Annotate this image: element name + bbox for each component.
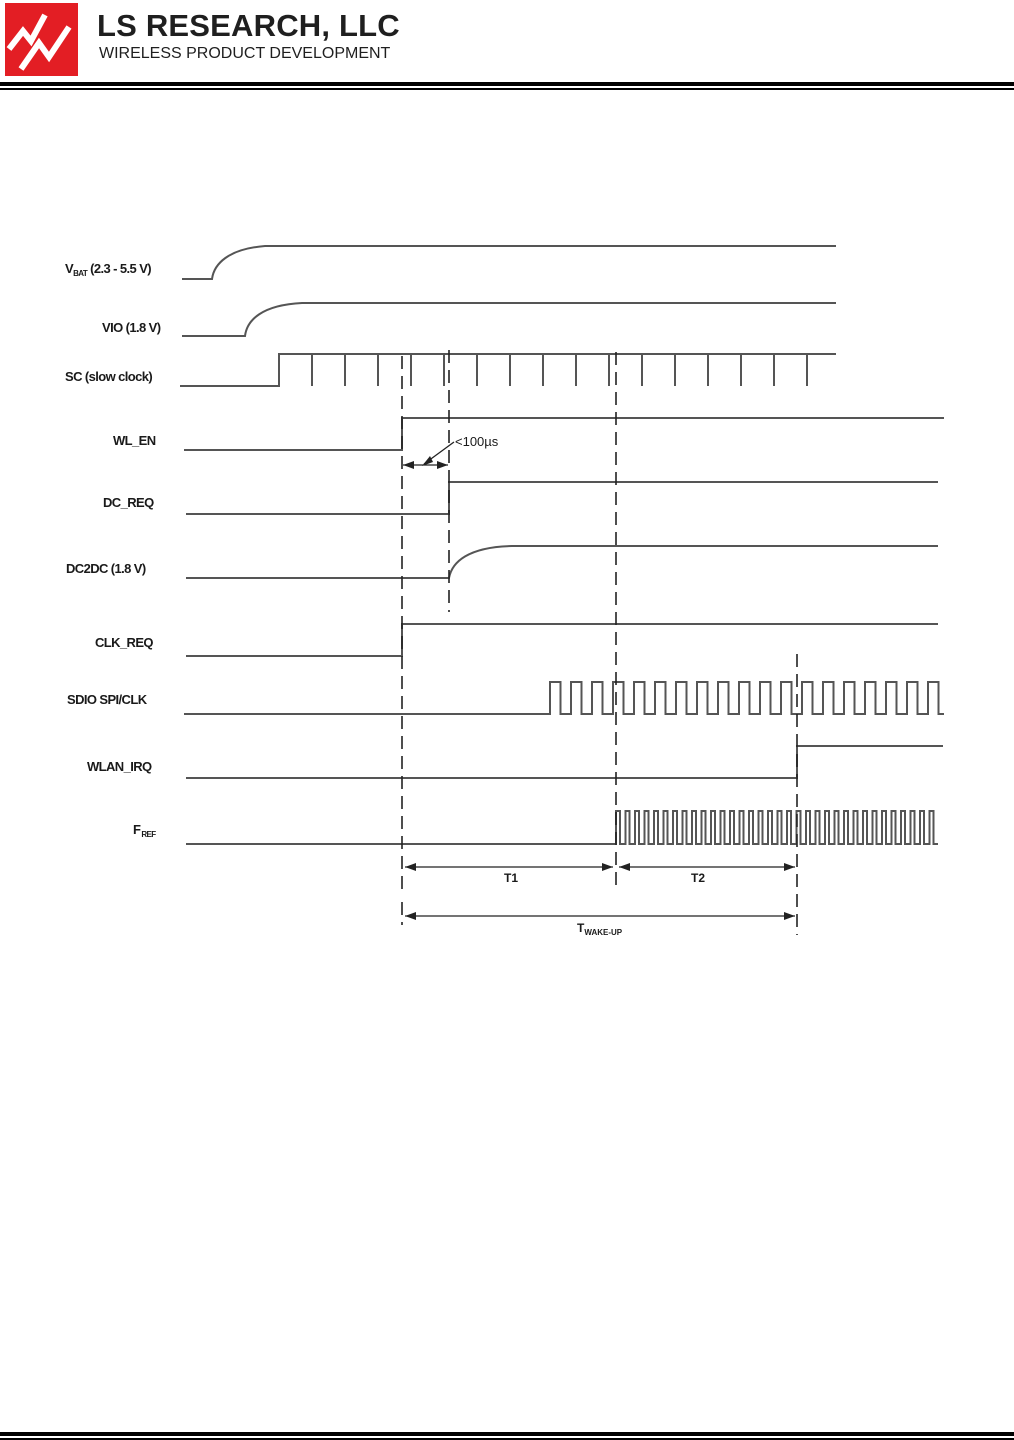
t2-label: T2 [691,871,706,885]
signal-label-sc: SC (slow clock) [65,369,153,384]
signal-label-wlan-irq: WLAN_IRQ [87,759,152,774]
signal-label-sdio-spi-clk: SDIO SPI/CLK [67,692,147,707]
waveform-wlan-irq [186,746,943,778]
waveform-dc-req [186,482,938,514]
signal-label-vio: VIO (1.8 V) [102,320,161,335]
delay-label: <100µs [455,434,499,449]
waveform-sdio-spi-clk [184,682,944,714]
waveform-wl-en [184,418,944,450]
delay-dimension [403,442,454,469]
footer-rule [0,1432,1014,1436]
t2-dimension [619,863,795,871]
footer-rule-thin [0,1438,1014,1440]
waveform-vio [182,303,836,336]
signal-label-dc-req: DC_REQ [103,495,154,510]
company-name: LS RESEARCH, LLC [97,8,400,43]
twake-dimension [405,912,795,920]
waveform-vbat [182,246,836,279]
company-tagline: WIRELESS PRODUCT DEVELOPMENT [99,45,391,62]
signal-label-clk-req: CLK_REQ [95,635,153,650]
twake-label: $T_{WAKE-UP}$ [577,921,623,937]
t1-dimension [405,863,613,871]
t1-label: T1 [504,871,519,885]
signal-label-fref: $F_{REF}$ [133,822,156,839]
waveform-sc [180,354,836,386]
waveform-clk-req [186,624,938,656]
signal-label-vbat: $V_{BAT}$ (2.3 - 5.5 V) [65,261,151,278]
signal-label-dc2dc: DC2DC (1.8 V) [66,561,146,576]
waveform-dc2dc [186,546,938,578]
signal-label-wl-en: WL_EN [113,433,156,448]
waveform-fref [186,811,938,844]
